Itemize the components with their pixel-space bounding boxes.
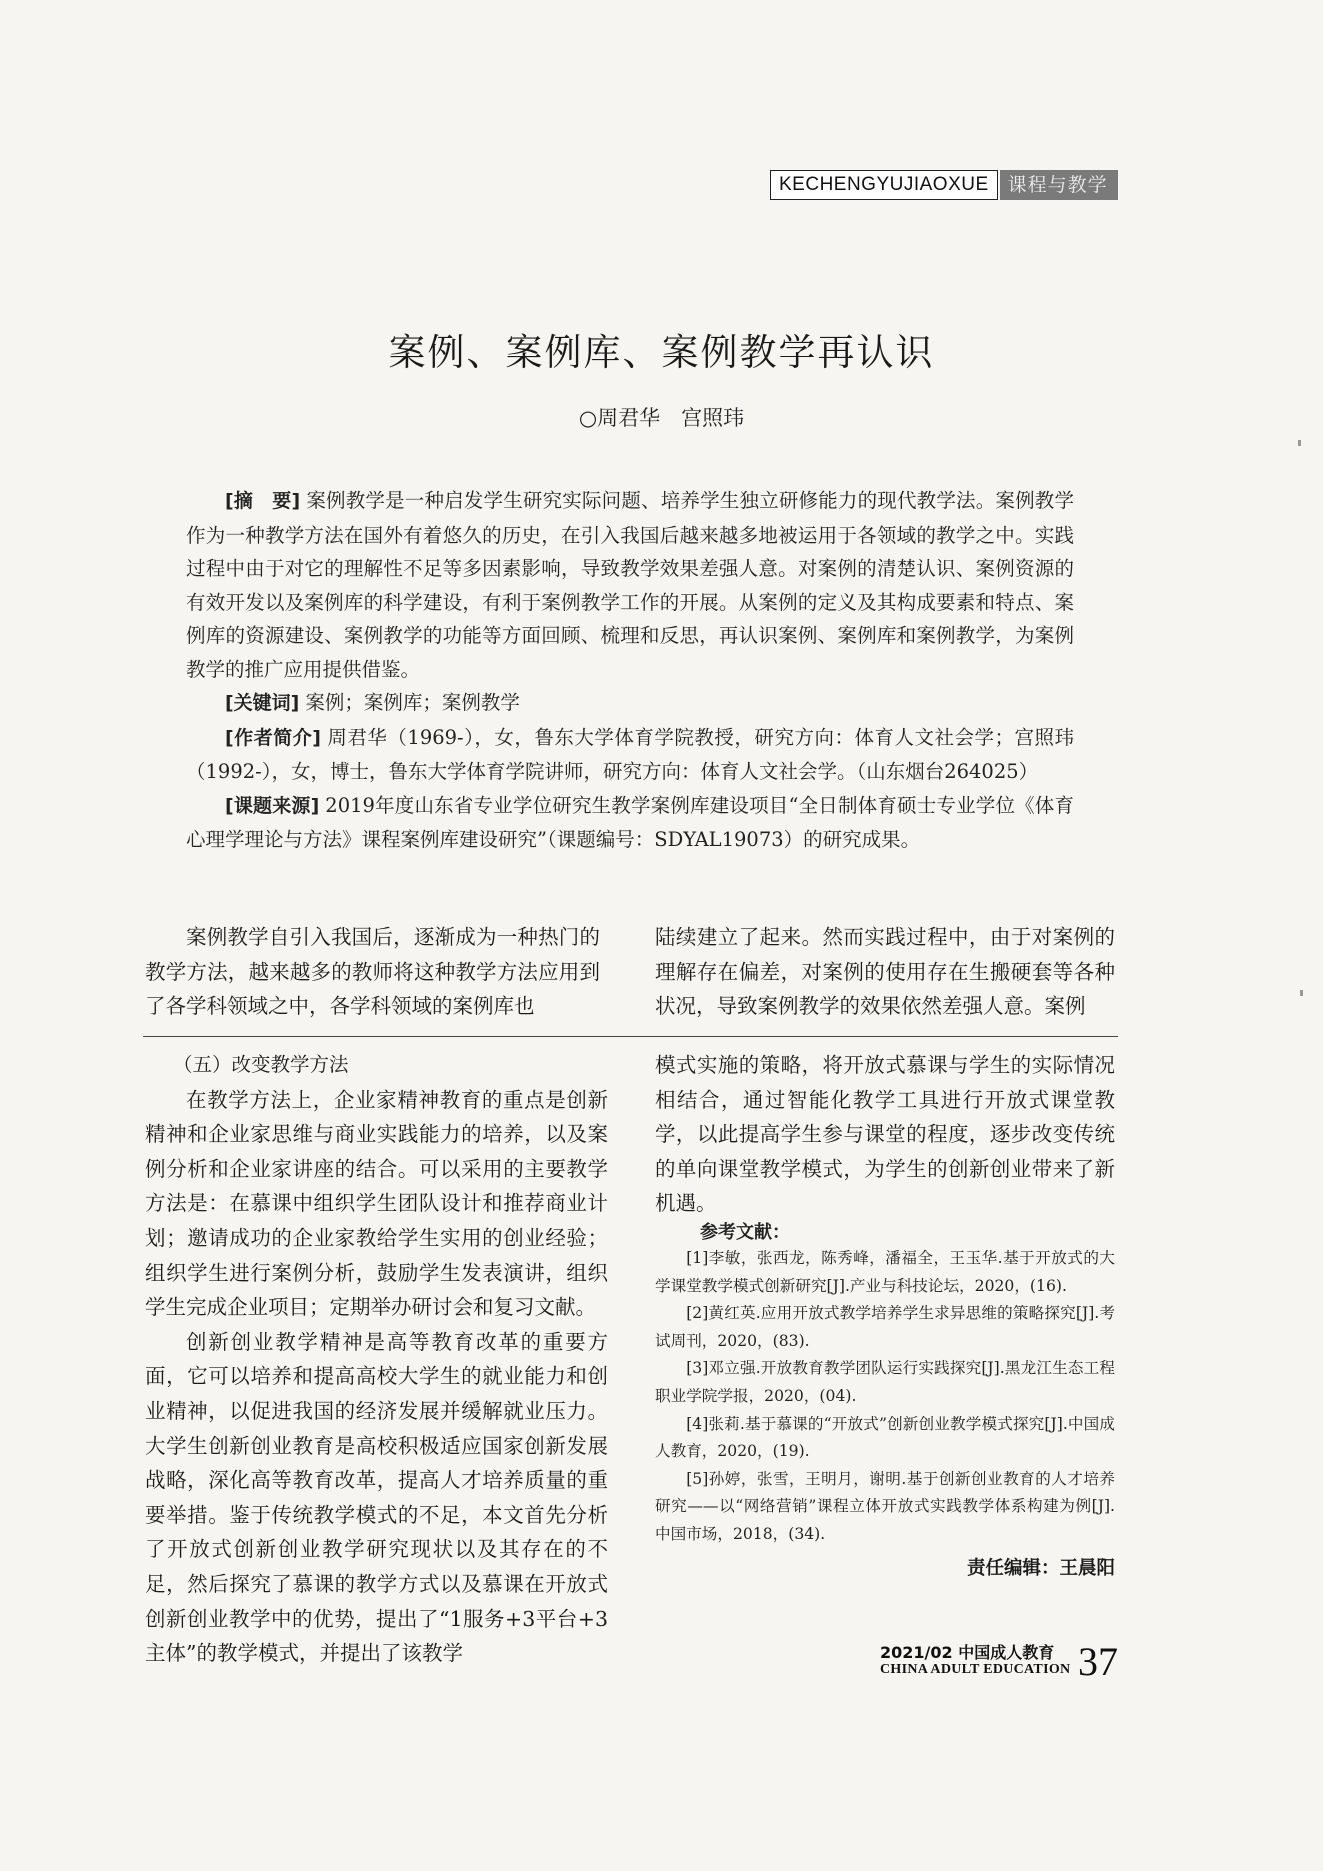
body-paragraph-3: 模式实施的策略，将开放式慕课与学生的实际情况相结合，通过智能化教学工具进行开放式课堂教学，以此提高学生参与课堂的程度，逐步改变传统的单向课堂教学模式，为学生的创新创业带来了新机遇。 bbox=[655, 1053, 1115, 1216]
project-source bbox=[186, 789, 1074, 857]
abstract-text: 案例教学是一种启发学生研究实际问题、培养学生独立研修能力的现代教学法。案例教学作为一种教学方法在国外有着悠久的历史，在引入我国后越来越多地被运用于各领域的教学之中。实践过程中由于对它的理解性不足等多因素影响，导致教学效果差强人意。对案例的清楚认识、案例资源的有效开发以及案例库的科学建设，有利于案例教学工作的开展。从案例的定义及其构成要素和特点、案例库的资源建设、案例教学的功能等方面回顾、梳理和反思，再认识案例、案例库和案例教学，为案例教学的推广应用提供借鉴。 bbox=[186, 489, 1074, 681]
section-divider bbox=[143, 1036, 1118, 1037]
keywords-text: 案例；案例库；案例教学 bbox=[305, 691, 520, 714]
author-bio-label: [作者简介] bbox=[225, 726, 321, 749]
page-number: 37 bbox=[1078, 1639, 1118, 1684]
column-header-latin: KECHENGYUJIAOXUE bbox=[770, 170, 998, 200]
reference-item: [1]李敏，张西龙，陈秀峰，潘福全，王玉华.基于开放式的大学课堂教学模式创新研究[J].产业与科技论坛，2020，(16). bbox=[655, 1249, 1115, 1295]
page-footer bbox=[880, 1640, 1120, 1690]
keywords-label: [关键词] bbox=[225, 692, 300, 714]
author-bio-text: 周君华（1969-），女，鲁东大学体育学院教授，研究方向：体育人文社会学；宫照玮（1992-），女，博士，鲁东大学体育学院讲师，研究方向：体育人文社会学。（山东烟台264025） bbox=[186, 725, 1074, 783]
body-bottom-right-column bbox=[655, 1048, 1115, 1221]
article-authors: ○周君华 宫照玮 bbox=[578, 406, 745, 430]
author-bio bbox=[186, 721, 1074, 789]
article-title: 案例、案例库、案例教学再认识 bbox=[388, 331, 935, 374]
body-paragraph-1: 在教学方法上，企业家精神教育的重点是创新精神和企业家思维与商业实践能力的培养，以及案例分析和企业家讲座的结合。可以采用的主要教学方法是：在慕课中组织学生团队设计和推荐商业计划；邀请成功的企业家教给学生实用的创业经验；组织学生进行案例分析，鼓励学生发表演讲，组织学生完成企业项目；定期举办研讨会和复习文献。 bbox=[145, 1087, 608, 1320]
references-title: 参考文献： bbox=[700, 1222, 790, 1243]
column-header-chinese: 课程与教学 bbox=[1000, 170, 1118, 200]
reference-item: [2]黄红英.应用开放式教学培养学生求异思维的策略探究[J].考试周刊，2020，(83). bbox=[655, 1304, 1115, 1350]
reference-item: [3]邓立强.开放教育教学团队运行实践探究[J].黑龙江生态工程职业学院学报，2020，(04). bbox=[655, 1359, 1115, 1405]
body-top-right-column bbox=[655, 920, 1115, 1024]
reference-item: [5]孙婷，张雪，王明月，谢明.基于创新创业教育的人才培养研究——以“网络营销”课程立体开放式实践教学体系构建为例[J].中国市场，2018，(34). bbox=[655, 1469, 1115, 1543]
abstract-summary bbox=[186, 484, 1074, 686]
responsible-editor: 责任编辑：王晨阳 bbox=[966, 1558, 1115, 1579]
section-heading: （五）改变教学方法 bbox=[173, 1053, 349, 1076]
scan-speck bbox=[1298, 440, 1301, 446]
reference-item: [4]张莉.基于慕课的“开放式”创新创业教学模式探究[J].中国成人教育，2020，(19). bbox=[655, 1414, 1115, 1461]
body-top-left-column bbox=[145, 920, 600, 1024]
abstract-label: [摘 要] bbox=[225, 490, 301, 512]
body-bottom-left-column bbox=[145, 1048, 608, 1671]
body-top-right-text: 陆续建立了起来。然而实践过程中，由于对案例的理解存在偏差，对案例的使用存在生搬硬套等各种状况，导致案例教学的效果依然差强人意。案例 bbox=[655, 925, 1115, 1019]
body-paragraph-2: 创新创业教学精神是高等教育改革的重要方面，它可以培养和提高高校大学生的就业能力和创业精神，以促进我国的经济发展并缓解就业压力。大学生创新创业教育是高校积极适应国家创新发展战略，深化高等教育改革，提高人才培养质量的重要举措。鉴于传统教学模式的不足，本文首先分析了开放式创新创业教学研究现状以及其存在的不足，然后探究了慕课的教学方式以及慕课在开放式创新创业教学中的优势，提出了“1服务+3平台+3主体”的教学模式，并提出了该教学 bbox=[145, 1329, 608, 1666]
footer-journal-english: CHINA ADULT EDUCATION bbox=[880, 1662, 1071, 1677]
abstract-block bbox=[186, 484, 1074, 857]
project-source-text: 2019年度山东省专业学位研究生教学案例库建设项目“全日制体育硕士专业学位《体育心理学理论与方法》课程案例库建设研究”（课题编号：SDYAL19073）的研究成果。 bbox=[186, 793, 1074, 851]
references-list bbox=[655, 1245, 1115, 1549]
keywords-line bbox=[186, 686, 1074, 721]
scan-speck bbox=[1300, 990, 1303, 996]
column-header-tag bbox=[770, 170, 1118, 200]
footer-issue: 2021/02 中国成人教育 bbox=[880, 1643, 1055, 1662]
body-top-left-text: 案例教学自引入我国后，逐渐成为一种热门的教学方法，越来越多的教师将这种教学方法应用到了各学科领域之中，各学科领域的案例库也 bbox=[145, 925, 600, 1019]
project-source-label: [课题来源] bbox=[225, 794, 320, 817]
